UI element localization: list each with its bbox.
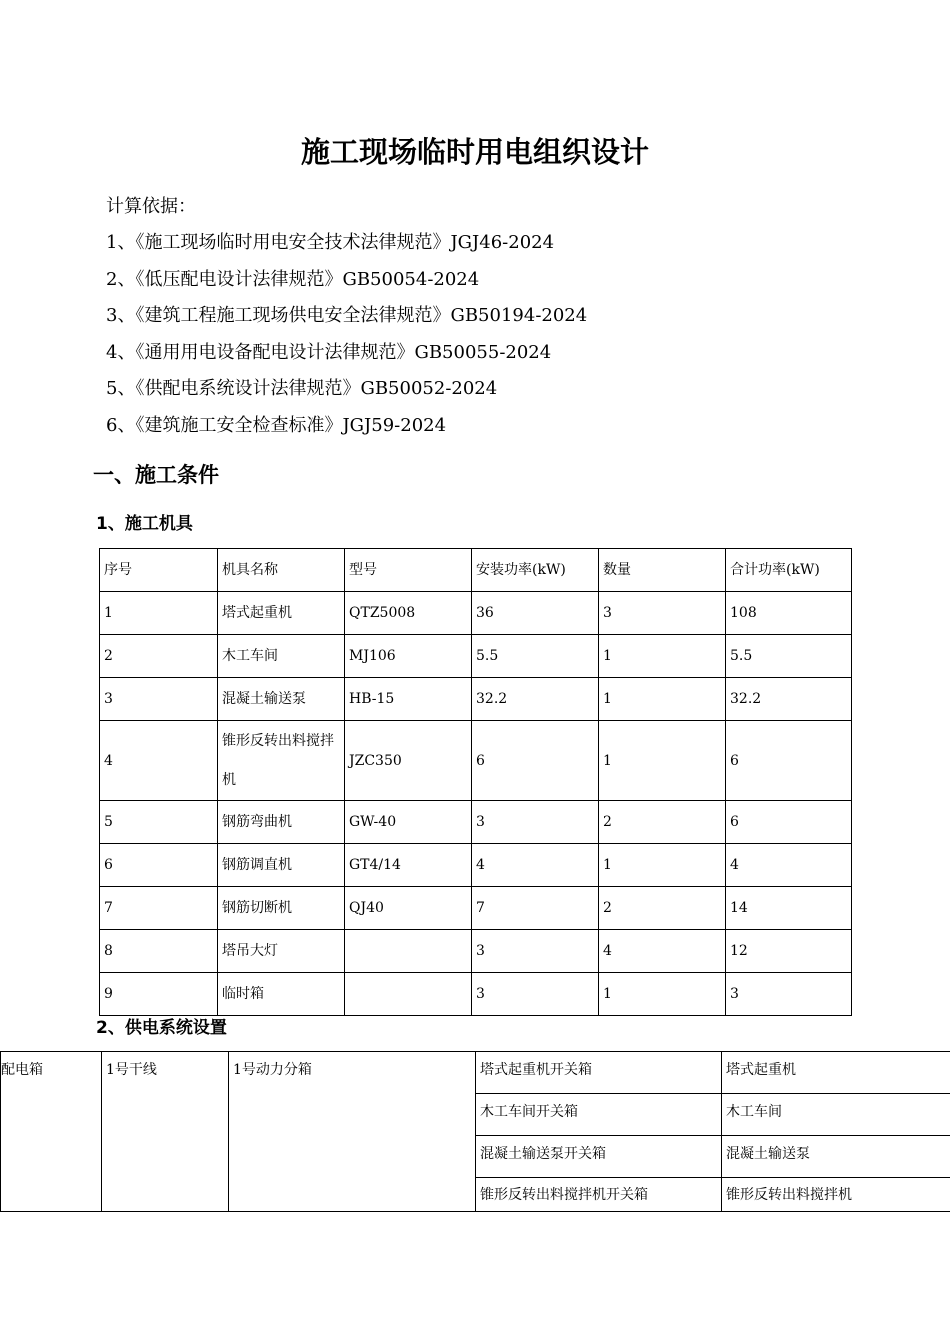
equipment-cell: 塔式起重机 (722, 1052, 950, 1094)
document-title: 施工现场临时用电组织设计 (300, 135, 649, 169)
reference-item: 1、《施工现场临时用电安全技术法律规范》JGJ46-2024 (106, 232, 555, 253)
table-cell: 塔式起重机 (218, 592, 345, 635)
table-cell: 3 (472, 930, 599, 973)
table-cell: 5.5 (726, 635, 852, 678)
table-cell: 2 (599, 801, 726, 844)
table-cell: 1 (599, 721, 726, 801)
table-cell: 钢筋弯曲机 (218, 801, 345, 844)
table-header-row (100, 549, 852, 592)
subsection-heading-machines: 1、施工机具 (96, 514, 193, 534)
header-cell: 数量 (599, 549, 726, 592)
table-cell: 3 (100, 678, 218, 721)
table-cell: 12 (726, 930, 852, 973)
table-row (100, 844, 852, 887)
header-cell: 安装功率(kW) (472, 549, 599, 592)
table-row (100, 678, 852, 721)
reference-item: 2、《低压配电设计法律规范》GB50054-2024 (106, 268, 480, 290)
table-cell: 4 (100, 721, 218, 801)
table-cell: 锥形反转出料搅拌机 (218, 721, 345, 801)
table-cell: 14 (726, 887, 852, 930)
table-cell: 临时箱 (218, 973, 345, 1016)
table-cell: 6 (726, 801, 852, 844)
supply-system-table (0, 1051, 950, 1212)
table-cell: 4 (472, 844, 599, 887)
table-row (100, 801, 852, 844)
table-cell: 1 (100, 592, 218, 635)
table-cell: 6 (726, 721, 852, 801)
table-cell: 1 (599, 678, 726, 721)
table-cell: 9 (100, 973, 218, 1016)
section-heading: 一、施工条件 (93, 463, 219, 487)
table-cell: 1 (599, 635, 726, 678)
equipment-cell: 锥形反转出料搅拌机 (722, 1178, 950, 1212)
header-cell: 型号 (345, 549, 472, 592)
header-cell: 序号 (100, 549, 218, 592)
table-cell: GW-40 (345, 801, 472, 844)
table-cell: 7 (100, 887, 218, 930)
equipment-cell: 木工车间 (722, 1094, 950, 1136)
reference-list (106, 231, 587, 451)
machine-table (99, 548, 852, 1016)
table-cell: QJ40 (345, 887, 472, 930)
table-cell: 4 (599, 930, 726, 973)
table-row (100, 887, 852, 930)
table-cell: MJ106 (345, 635, 472, 678)
equipment-cell: 混凝土输送泵 (722, 1136, 950, 1178)
table-cell: 钢筋切断机 (218, 887, 345, 930)
switch-box-cell: 木工车间开关箱 (476, 1094, 722, 1136)
table-row (100, 930, 852, 973)
table-cell: 4 (726, 844, 852, 887)
table-cell: 塔吊大灯 (218, 930, 345, 973)
table-cell: 36 (472, 592, 599, 635)
table-cell: 6 (100, 844, 218, 887)
table-row (100, 973, 852, 1016)
reference-item: 3、《建筑工程施工现场供电安全法律规范》GB50194-2024 (106, 305, 588, 327)
table-cell: 32.2 (472, 678, 599, 721)
table-cell: 3 (472, 973, 599, 1016)
reference-item: 6、《建筑施工安全检查标准》JGJ59-2024 (106, 414, 447, 436)
table-cell: 108 (726, 592, 852, 635)
table-cell: 1 (599, 973, 726, 1016)
table-cell: 3 (726, 973, 852, 1016)
table-cell: 7 (472, 887, 599, 930)
table-cell: HB-15 (345, 678, 472, 721)
table-row (100, 721, 852, 801)
table-row (1, 1052, 950, 1094)
header-cell: 合计功率(kW) (726, 549, 852, 592)
table-cell: 8 (100, 930, 218, 973)
table-cell: 6 (472, 721, 599, 801)
reference-item: 5、《供配电系统设计法律规范》GB50052-2024 (106, 378, 498, 400)
header-cell: 机具名称 (218, 549, 345, 592)
table-cell: 3 (599, 592, 726, 635)
distribution-box-cell: 配电箱 (1, 1052, 102, 1212)
trunk-line-cell: 1号干线 (102, 1052, 229, 1212)
table-cell: 3 (472, 801, 599, 844)
table-cell: GT4/14 (345, 844, 472, 887)
table-cell: 32.2 (726, 678, 852, 721)
basis-label: 计算依据： (106, 196, 196, 217)
table-row (100, 592, 852, 635)
switch-box-cell: 锥形反转出料搅拌机开关箱 (476, 1178, 722, 1212)
reference-item: 4、《通用用电设备配电设计法律规范》GB50055-2024 (106, 341, 552, 363)
table-cell: 2 (100, 635, 218, 678)
table-cell: 5.5 (472, 635, 599, 678)
table-cell: 5 (100, 801, 218, 844)
table-cell (345, 930, 472, 973)
table-cell: 木工车间 (218, 635, 345, 678)
subsection-heading-supply: 2、供电系统设置 (96, 1018, 227, 1038)
table-cell: 1 (599, 844, 726, 887)
switch-box-cell: 混凝土输送泵开关箱 (476, 1136, 722, 1178)
table-cell: JZC350 (345, 721, 472, 801)
switch-box-cell: 塔式起重机开关箱 (476, 1052, 722, 1094)
table-cell: QTZ5008 (345, 592, 472, 635)
table-cell (345, 973, 472, 1016)
table-row (100, 635, 852, 678)
table-cell: 混凝土输送泵 (218, 678, 345, 721)
power-subbox-cell: 1号动力分箱 (229, 1052, 476, 1212)
table-cell: 2 (599, 887, 726, 930)
table-cell: 钢筋调直机 (218, 844, 345, 887)
